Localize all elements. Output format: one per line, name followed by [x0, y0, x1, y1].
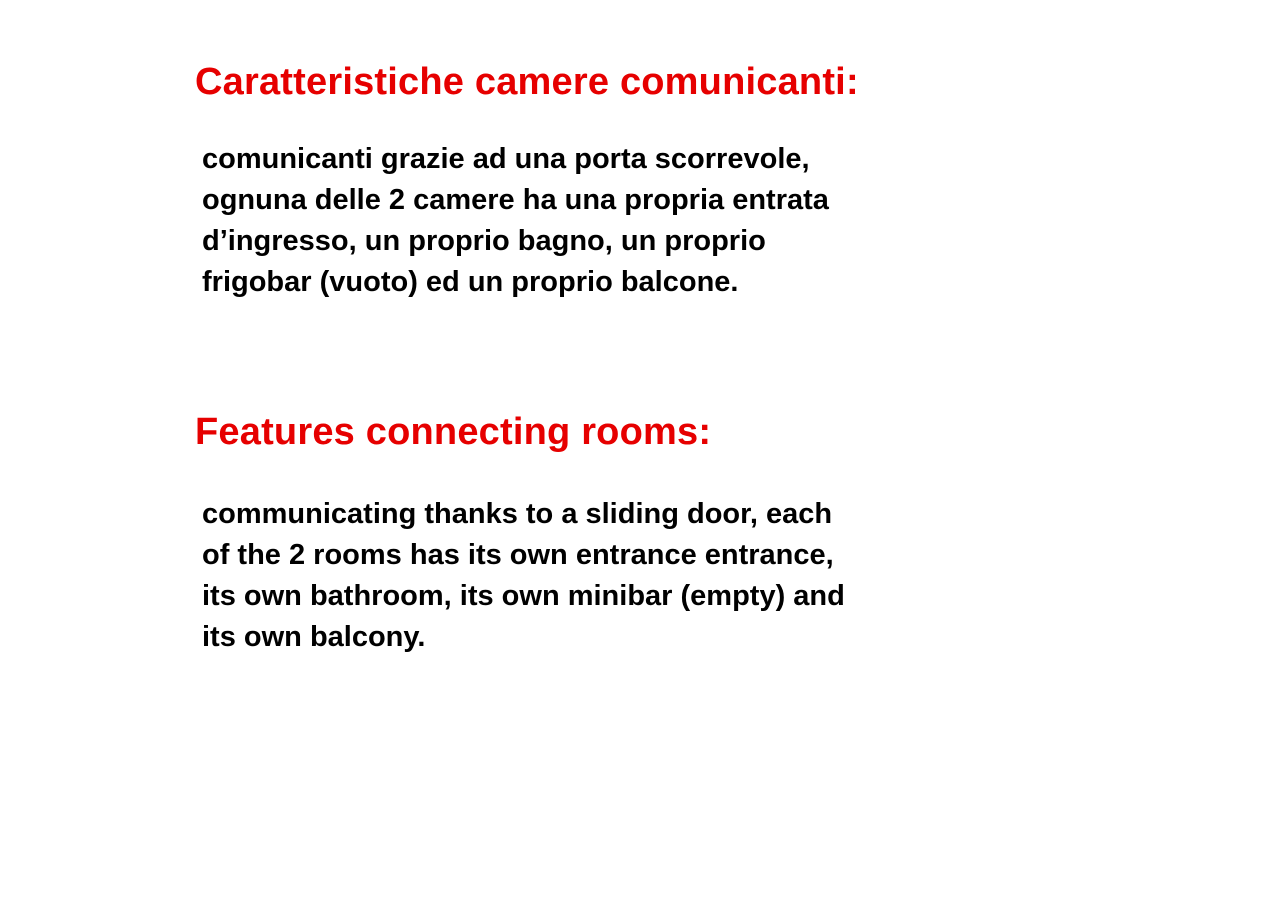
italian-line-2: ognuna delle 2 camere ha una propria entrata [202, 184, 829, 216]
italian-heading: Caratteristiche camere comunicanti: [195, 61, 859, 103]
italian-section [195, 58, 1015, 303]
english-line-4: its own balcony. [202, 621, 426, 653]
english-description [202, 494, 992, 658]
italian-line-4: frigobar (vuoto) ed un proprio balcone. [202, 266, 739, 298]
english-heading: Features connecting rooms: [195, 411, 712, 453]
italian-description [202, 139, 992, 303]
english-line-3: its own bathroom, its own minibar (empty) and [202, 580, 845, 612]
english-section [195, 408, 1015, 658]
english-line-1: communicating thanks to a sliding door, each [202, 498, 833, 530]
italian-line-3: d’ingresso, un proprio bagno, un proprio [202, 225, 766, 257]
english-line-2: of the 2 rooms has its own entrance entrance, [202, 539, 834, 571]
italian-line-1: comunicanti grazie ad una porta scorrevole, [202, 143, 810, 175]
